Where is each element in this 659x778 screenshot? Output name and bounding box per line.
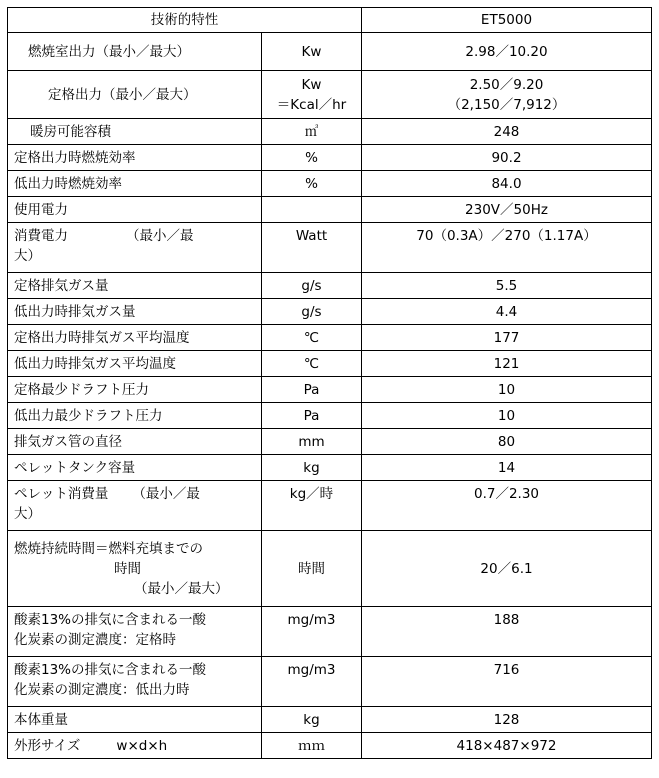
table-row [8, 455, 652, 481]
table-row [8, 607, 652, 657]
row-value [362, 71, 652, 119]
table-row [8, 481, 652, 531]
row-value: 80 [362, 429, 652, 455]
table-row [8, 429, 652, 455]
row-unit: mm [262, 429, 362, 455]
row-label [8, 223, 262, 273]
row-value: 20／6.1 [362, 531, 652, 607]
row-unit: % [262, 145, 362, 171]
row-unit: ℃ [262, 351, 362, 377]
row-label: 使用電力 [8, 197, 262, 223]
row-value: 716 [362, 657, 652, 707]
table-row [8, 733, 652, 759]
table-row [8, 119, 652, 145]
table-row [8, 33, 652, 71]
row-unit-line2: ＝Kcal／hr [276, 96, 347, 113]
row-label: 定格出力時排気ガス平均温度 [8, 325, 262, 351]
table-row [8, 351, 652, 377]
row-label-line1: 燃焼持続時間＝燃料充填までの [14, 540, 203, 557]
row-unit: Kw [262, 33, 362, 71]
row-label: 定格出力（最小／最大） [8, 71, 262, 119]
table-row [8, 171, 652, 197]
row-value: 84.0 [362, 171, 652, 197]
row-value: 70（0.3A）／270（1.17A） [362, 223, 652, 273]
row-value-line2: （2,150／7,912） [447, 96, 566, 113]
row-label: 定格出力時燃焼効率 [8, 145, 262, 171]
row-label: 暖房可能容積 [8, 119, 262, 145]
row-unit: kg [262, 707, 362, 733]
row-unit: Watt [262, 223, 362, 273]
row-unit: g/s [262, 273, 362, 299]
table-row [8, 325, 652, 351]
row-unit: ℃ [262, 325, 362, 351]
row-label: 低出力時排気ガス量 [8, 299, 262, 325]
row-label-qual: （最小／最 [132, 486, 200, 502]
row-label [8, 481, 262, 531]
row-label: 定格最少ドラフト圧力 [8, 377, 262, 403]
row-label-line3: （最小／最大） [134, 580, 229, 597]
row-label: 排気ガス管の直径 [8, 429, 262, 455]
row-unit: Pa [262, 403, 362, 429]
table-row [8, 403, 652, 429]
table-row [8, 657, 652, 707]
row-unit: 時間 [262, 531, 362, 607]
row-value: 188 [362, 607, 652, 657]
row-label-main: 外形サイズ [14, 737, 81, 754]
row-unit: ｍｍ [262, 733, 362, 759]
row-unit: Pa [262, 377, 362, 403]
row-label [8, 531, 262, 607]
row-label [8, 607, 262, 657]
row-label: 低出力時排気ガス平均温度 [8, 351, 262, 377]
table-row [8, 145, 652, 171]
row-unit: mg/m3 [262, 607, 362, 657]
table-row [8, 707, 652, 733]
row-unit: kg [262, 455, 362, 481]
row-label [8, 733, 262, 759]
row-label-line1: 酸素13%の排気に含まれる一酸 [14, 612, 207, 628]
row-label-qual: （最小／最 [126, 228, 194, 244]
row-unit: ㎥ [262, 119, 362, 145]
row-value: 14 [362, 455, 652, 481]
row-value: 0.7／2.30 [362, 481, 652, 531]
row-label: 定格排気ガス量 [8, 273, 262, 299]
table-row [8, 531, 652, 607]
row-value: 418×487×972 [362, 733, 652, 759]
row-value-line1: 2.50／9.20 [469, 76, 544, 93]
header-row [8, 8, 652, 33]
table-row [8, 71, 652, 119]
row-unit: kg／時 [262, 481, 362, 531]
row-value: 5.5 [362, 273, 652, 299]
table-row [8, 273, 652, 299]
spec-table [7, 7, 652, 759]
row-label-tail: 大） [14, 248, 41, 264]
row-label: 低出力時燃焼効率 [8, 171, 262, 197]
row-label-line2: 化炭素の測定濃度：低出力時 [14, 682, 190, 698]
table-row [8, 299, 652, 325]
row-value: 2.98／10.20 [362, 33, 652, 71]
header-title: 技術的特性 [8, 8, 362, 33]
row-value: 4.4 [362, 299, 652, 325]
row-unit [262, 197, 362, 223]
row-label-main: ペレット消費量 [14, 486, 109, 502]
row-label-line1: 酸素13%の排気に含まれる一酸 [14, 662, 207, 678]
table-row [8, 377, 652, 403]
row-value: 121 [362, 351, 652, 377]
row-value: 10 [362, 403, 652, 429]
row-label-line2: 時間 [114, 560, 141, 577]
row-label [8, 657, 262, 707]
table-row [8, 223, 652, 273]
row-label: 低出力最少ドラフト圧力 [8, 403, 262, 429]
row-unit [262, 71, 362, 119]
row-label-tail: 大） [14, 506, 41, 522]
row-value: 248 [362, 119, 652, 145]
row-label-qual: w×d×h [116, 737, 168, 754]
row-label: ペレットタンク容量 [8, 455, 262, 481]
row-unit: % [262, 171, 362, 197]
row-value: 10 [362, 377, 652, 403]
header-model: ET5000 [362, 8, 652, 33]
row-unit-line1: Kw [301, 76, 322, 93]
table-row [8, 197, 652, 223]
row-label-main: 消費電力 [14, 228, 68, 244]
row-unit: g/s [262, 299, 362, 325]
row-label: 本体重量 [8, 707, 262, 733]
row-label: 燃焼室出力（最小／最大） [8, 33, 262, 71]
row-value: 230V／50Hz [362, 197, 652, 223]
row-value: 128 [362, 707, 652, 733]
row-value: 177 [362, 325, 652, 351]
row-unit: mg/m3 [262, 657, 362, 707]
row-value: 90.2 [362, 145, 652, 171]
row-label-line2: 化炭素の測定濃度：定格時 [14, 632, 176, 648]
